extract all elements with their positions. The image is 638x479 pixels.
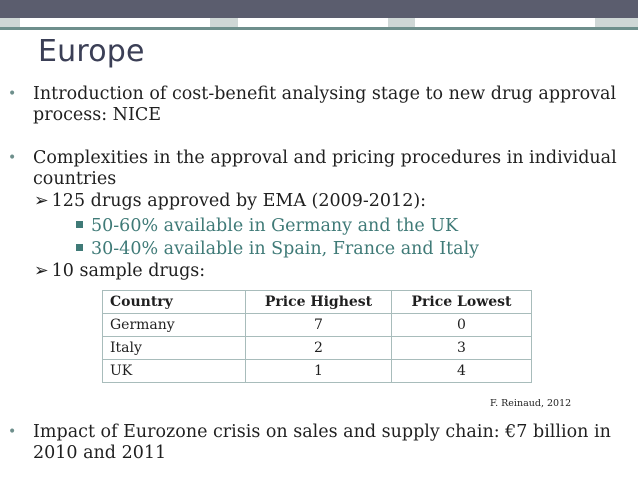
table-row <box>103 360 532 383</box>
square-bullet-icon <box>76 244 83 251</box>
sub-sub-item <box>76 239 479 260</box>
slide-title: Europe <box>38 34 145 69</box>
table-row <box>103 314 532 337</box>
table-cell: UK <box>103 360 246 383</box>
table-cell: 2 <box>246 337 392 360</box>
arrow-right-icon: ➢ <box>34 191 49 211</box>
bullet-text: Impact of Eurozone crisis on sales and supply chain: €7 billion in 2010 and 2011 <box>33 422 611 463</box>
square-bullet-icon <box>76 221 83 228</box>
table-cell: 1 <box>246 360 392 383</box>
table-cell: 7 <box>246 314 392 337</box>
citation: F. Reinaud, 2012 <box>490 398 572 409</box>
sub-sub-item-text: 30-40% available in Spain, France and Italy <box>91 239 480 259</box>
table-cell: Italy <box>103 337 246 360</box>
sub-sub-item-text: 50-60% available in Germany and the UK <box>91 216 459 236</box>
bullet-text: Complexities in the approval and pricing procedures in individual countries <box>33 148 617 189</box>
header-stripe <box>0 18 638 27</box>
bullet-dot-icon: • <box>8 86 17 102</box>
sub-item-text: 10 sample drugs: <box>51 261 206 281</box>
table-cell: Germany <box>103 314 246 337</box>
arrow-right-icon: ➢ <box>34 261 49 281</box>
column-header: Price Highest <box>246 291 392 314</box>
bullet-item <box>8 422 628 464</box>
bullet-text: Introduction of cost-benefit analysing stage to new drug approval process: NICE <box>33 84 617 125</box>
bullet-dot-icon: • <box>8 150 17 166</box>
table-cell: 0 <box>392 314 532 337</box>
table-cell: 3 <box>392 337 532 360</box>
bullet-item <box>8 148 628 190</box>
price-table <box>102 290 532 383</box>
sub-item <box>34 261 205 282</box>
bullet-item <box>8 84 628 126</box>
sub-item-text: 125 drugs approved by EMA (2009-2012): <box>51 191 427 211</box>
sub-item <box>34 191 426 212</box>
table-cell: 4 <box>392 360 532 383</box>
column-header: Price Lowest <box>392 291 532 314</box>
header-accent-line <box>0 27 638 30</box>
table-header-row <box>103 291 532 314</box>
table-row <box>103 337 532 360</box>
header-bar <box>0 0 638 18</box>
column-header: Country <box>103 291 246 314</box>
bullet-dot-icon: • <box>8 424 17 440</box>
sub-sub-item <box>76 216 458 237</box>
